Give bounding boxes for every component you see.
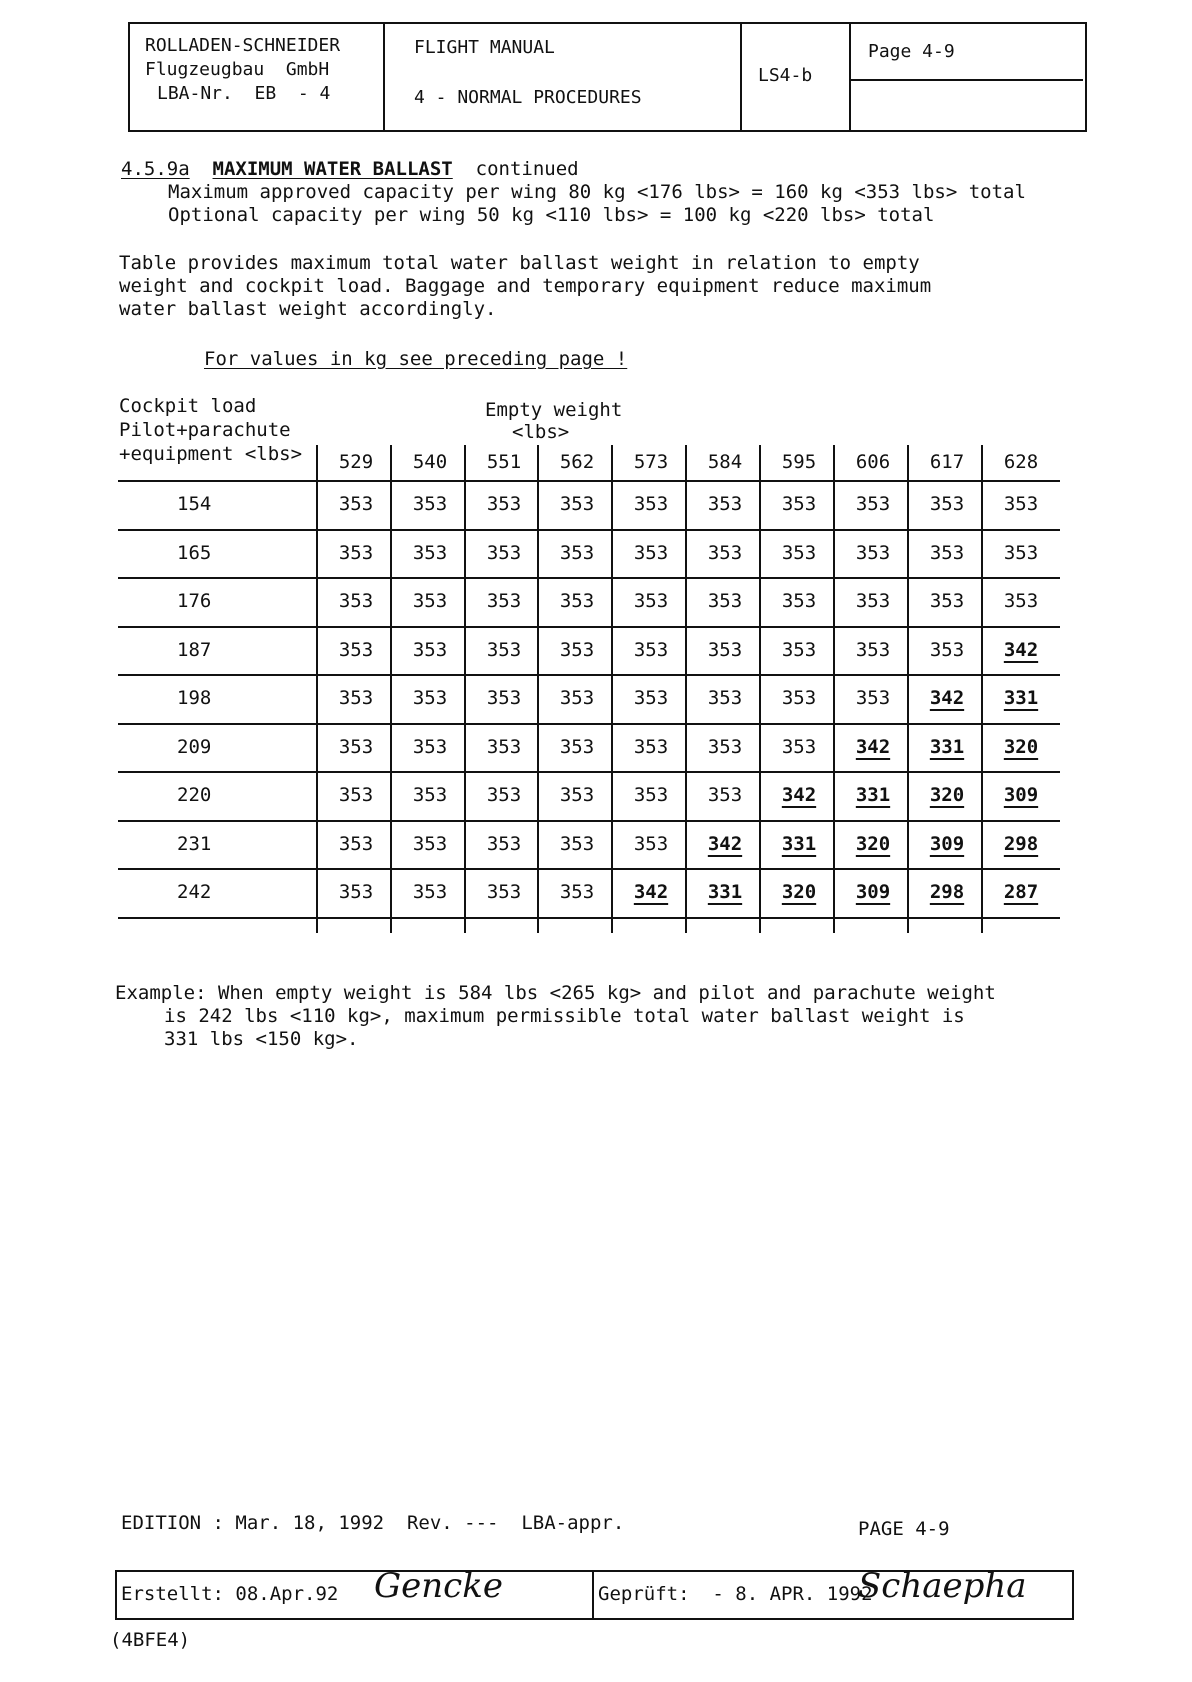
ballast-value: 353 [338,881,374,903]
company-type: Flugzeugbau GmbH [145,59,330,80]
ballast-value: 353 [781,638,817,661]
intro-line-1: Table provides maximum total water ballast weight in relation to empty [119,252,920,274]
ballast-value: 353 [412,881,448,903]
ballast-value-reduced: 320 [855,832,891,855]
column-rule [685,445,687,933]
header-page-number: Page 4-9 [868,41,955,62]
section-number: 4.5.9a [121,158,190,180]
ballast-value: 353 [707,493,743,515]
ballast-value: 353 [338,735,374,758]
ballast-value: 353 [559,832,595,855]
table-rule [118,529,1060,531]
ballast-value: 353 [707,735,743,758]
table-rule [118,868,1060,870]
ballast-value: 353 [781,735,817,758]
ballast-value: 353 [486,735,522,758]
ballast-value: 353 [929,590,965,612]
ballast-value-reduced: 309 [1003,784,1039,806]
ballast-value: 353 [707,784,743,806]
ballast-value: 353 [412,784,448,806]
ballast-value-reduced: 309 [929,832,965,855]
edition-info: EDITION : Mar. 18, 1992 Rev. --- LBA-appr. [121,1512,625,1534]
example-line-2: is 242 lbs <110 kg>, maximum permissible total water ballast weight is [164,1005,965,1027]
ballast-value: 353 [855,541,891,564]
cockpit-load-value: 176 [177,590,212,612]
ballast-value: 353 [633,638,669,661]
ballast-value: 353 [486,541,522,564]
ballast-value-reduced: 320 [781,881,817,903]
header-divider-1 [383,24,385,130]
ballast-value: 353 [707,687,743,709]
column-rule [464,445,466,933]
lba-number: LBA-Nr. EB - 4 [157,83,331,104]
column-header: 573 [633,451,669,473]
section-title-text: MAXIMUM WATER BALLAST [212,158,453,180]
table-rule [118,577,1060,579]
table-rule [118,917,1060,919]
cockpit-load-value: 198 [177,687,212,709]
ballast-value: 353 [781,590,817,612]
section-title: 4 - NORMAL PROCEDURES [414,87,642,108]
row-header-line-3: +equipment <lbs> [119,443,303,465]
ballast-value: 353 [559,735,595,758]
ballast-value: 353 [855,493,891,515]
ballast-value: 353 [486,784,522,806]
column-rule [316,445,318,933]
ballast-value-reduced: 331 [855,784,891,806]
section-heading [121,158,579,181]
table-rule [118,480,1060,482]
ballast-value: 353 [338,541,374,564]
checked-signature: Schaepha [858,1566,1027,1606]
ballast-value-reduced: 342 [707,832,743,855]
ballast-value: 353 [338,590,374,612]
capacity-line-max: Maximum approved capacity per wing 80 kg <176 lbs> = 160 kg <353 lbs> total [168,181,1026,203]
ballast-value: 353 [781,687,817,709]
column-rule [390,445,392,933]
ballast-value: 353 [559,493,595,515]
ballast-value: 353 [855,687,891,709]
ballast-value: 353 [559,638,595,661]
ballast-value-reduced: 331 [781,832,817,855]
ballast-value: 353 [486,638,522,661]
checked-label: Geprüft: - 8. APR. 1992 [598,1583,873,1605]
cockpit-load-value: 231 [177,832,212,855]
table-rule [118,820,1060,822]
ballast-value: 353 [412,590,448,612]
ballast-value: 353 [929,638,965,661]
cockpit-load-value: 154 [177,493,212,515]
ballast-value-reduced: 342 [855,735,891,758]
column-rule [611,445,613,933]
ballast-value-reduced: 309 [855,881,891,903]
cockpit-load-value: 209 [177,735,212,758]
ballast-value: 353 [633,493,669,515]
section-suffix: continued [475,158,579,180]
ballast-value-reduced: 342 [1003,638,1039,661]
column-rule [833,445,835,933]
ballast-value-reduced: 331 [929,735,965,758]
column-header: 595 [781,451,817,473]
ballast-value-reduced: 298 [1003,832,1039,855]
ballast-value: 353 [338,687,374,709]
ballast-value: 353 [559,881,595,903]
column-header: 551 [486,451,522,473]
footer-page-number: PAGE 4-9 [858,1518,950,1540]
company-name: ROLLADEN-SCHNEIDER [145,35,341,56]
ballast-value: 353 [338,493,374,515]
manual-title: FLIGHT MANUAL [414,37,555,58]
ballast-value-reduced: 331 [707,881,743,903]
aircraft-model: LS4-b [758,65,813,86]
ballast-value-reduced: 287 [1003,881,1039,903]
ballast-value-reduced: 320 [929,784,965,806]
ballast-value: 353 [338,638,374,661]
document-code: (4BFE4) [110,1629,191,1651]
ballast-value: 353 [707,541,743,564]
table-rule [118,723,1060,725]
cockpit-load-value: 220 [177,784,212,806]
intro-line-3: water ballast weight accordingly. [119,298,497,320]
created-signature: Gencke [374,1566,503,1606]
ballast-value: 353 [781,541,817,564]
ballast-value: 353 [412,832,448,855]
ballast-value-reduced: 298 [929,881,965,903]
ballast-value: 353 [559,590,595,612]
ballast-value: 353 [486,493,522,515]
ballast-value: 353 [559,687,595,709]
ballast-value: 353 [559,784,595,806]
kg-note: For values in kg see preceding page ! [204,348,628,370]
ballast-value: 353 [486,832,522,855]
approval-divider [592,1570,594,1618]
example-line-3: 331 lbs <150 kg>. [164,1028,359,1050]
ballast-value: 353 [633,832,669,855]
table-rule [118,626,1060,628]
ballast-value: 353 [855,638,891,661]
column-header: 540 [412,451,448,473]
intro-line-2: weight and cockpit load. Baggage and temporary equipment reduce maximum [119,275,932,297]
ballast-value: 353 [486,881,522,903]
ballast-value: 353 [486,687,522,709]
ballast-value: 353 [1003,493,1039,515]
ballast-value: 353 [633,735,669,758]
column-header: 562 [559,451,595,473]
ballast-value: 353 [412,541,448,564]
ballast-value: 353 [559,541,595,564]
ballast-value-reduced: 342 [633,881,669,903]
table-rule [118,674,1060,676]
column-rule [537,445,539,933]
row-header-line-2: Pilot+parachute [119,419,291,441]
ballast-value: 353 [412,735,448,758]
ballast-value: 353 [412,687,448,709]
ballast-value-reduced: 331 [1003,687,1039,709]
example-line-1: Example: When empty weight is 584 lbs <265 kg> and pilot and parachute weight [115,982,996,1004]
column-header: 628 [1003,451,1039,473]
ballast-value: 353 [781,493,817,515]
ballast-value: 353 [855,590,891,612]
cockpit-load-value: 187 [177,638,212,661]
ballast-value: 353 [707,590,743,612]
column-header: 617 [929,451,965,473]
column-header-line-2: <lbs> [512,421,570,443]
table-rule [118,771,1060,773]
ballast-value: 353 [412,493,448,515]
created-label: Erstellt: 08.Apr.92 [121,1583,339,1605]
ballast-value: 353 [929,493,965,515]
ballast-value: 353 [707,638,743,661]
cockpit-load-value: 242 [177,881,212,903]
cockpit-load-value: 165 [177,541,212,564]
ballast-value-reduced: 320 [1003,735,1039,758]
header-divider-2 [740,24,742,130]
column-rule [759,445,761,933]
ballast-value: 353 [1003,541,1039,564]
column-rule [907,445,909,933]
ballast-value-reduced: 342 [781,784,817,806]
ballast-value: 353 [633,687,669,709]
ballast-value: 353 [338,784,374,806]
column-rule [981,445,983,933]
ballast-value: 353 [633,541,669,564]
ballast-value: 353 [486,590,522,612]
column-header: 606 [855,451,891,473]
ballast-value: 353 [929,541,965,564]
header-divider-3 [849,24,851,130]
row-header-line-1: Cockpit load [119,395,257,417]
ballast-value: 353 [412,638,448,661]
ballast-value: 353 [633,590,669,612]
ballast-value-reduced: 342 [929,687,965,709]
capacity-line-optional: Optional capacity per wing 50 kg <110 lbs> = 100 kg <220 lbs> total [168,204,935,226]
column-header: 529 [338,451,374,473]
ballast-value: 353 [338,832,374,855]
header-page-divider [849,79,1083,81]
ballast-value: 353 [1003,590,1039,612]
column-header-line-1: Empty weight [485,399,623,421]
column-header: 584 [707,451,743,473]
ballast-value: 353 [633,784,669,806]
